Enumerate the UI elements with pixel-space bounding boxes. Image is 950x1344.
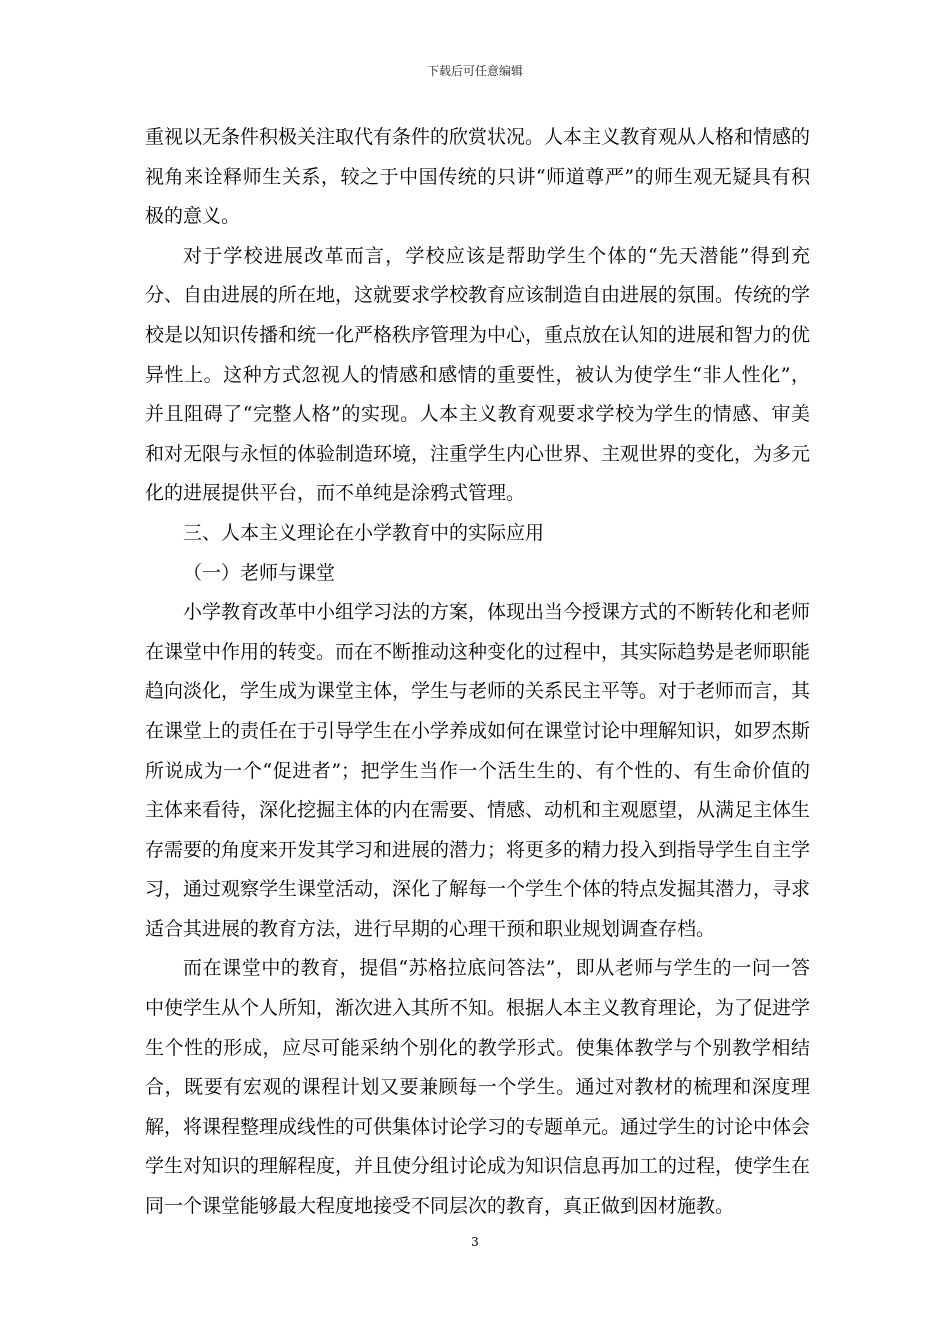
- paragraph-continued: 重视以无条件积极关注取代有条件的欣赏状况。人本主义教育观从人格和情感的视角来诠释师生关系，较之于中国传统的只讲“师道尊严”的师生观无疑具有积极的意义。: [145, 126, 811, 228]
- document-body: [145, 118, 810, 1227]
- paragraph-school-reform: 对于学校进展改革而言，学校应该是帮助学生个体的“先天潜能”得到充分、自由进展的所在地，这就要求学校教育应该制造自由进展的氛围。传统的学校是以知识传播和统一化严格秩序管理为中心，重点放在认知的进展和智力的优异性上。这种方式忽视人的情感和感情的重要性，被认为使学生“非人性化”，并且阻碍了“完整人格”的实现。人本主义教育观要求学校为学生的情感、审美和对无限与永恒的体验制造环境，注重学生内心世界、主观世界的变化，为多元化的进展提供平台，而不单纯是涂鸦式管理。: [145, 244, 811, 505]
- paragraph-teacher-classroom: 小学教育改革中小组学习法的方案，体现出当今授课方式的不断转化和老师在课堂中作用的转变。而在不断推动这种变化的过程中，其实际趋势是老师职能趋向淡化，学生成为课堂主体，学生与老师的关系民主平等。对于老师而言，其在课堂上的责任在于引导学生在小学养成如何在课堂讨论中理解知识，如罗杰斯所说成为一个“促进者”；把学生当作一个活生生的、有个性的、有生命价值的主体来看待，深化挖掘主体的内在需要、情感、动机和主观愿望，从满足主体生存需要的角度来开发其学习和进展的潜力；将更多的精力投入到指导学生自主学习，通过观察学生课堂活动，深化了解每一个学生个体的特点发掘其潜力，寻求适合其进展的教育方法，进行早期的心理干预和职业规划调查存档。: [145, 601, 811, 940]
- page-number: 3: [471, 1235, 479, 1249]
- subsection-heading: （一）老师与课堂: [183, 561, 336, 584]
- paragraph-classroom-education: 而在课堂中的教育，提倡“苏格拉底问答法”，即从老师与学生的一问一答中使学生从个人所知，渐次进入其所不知。根据人本主义教育理论，为了促进学生个性的形成，应尽可能采纳个别化的教学形式。使集体教学与个别教学相结合，既要有宏观的课程计划又要兼顾每一个学生。通过对教材的梳理和深度理解，将课程整理成线性的可供集体讨论学习的专题单元。通过学生的讨论中体会学生对知识的理解程度，并且使分组讨论成为知识信息再加工的过程，使学生在同一个课堂能够最大程度地接受不同层次的教育，真正做到因材施教。: [145, 957, 811, 1218]
- section-heading: 三、人本主义理论在小学教育中的实际应用: [183, 521, 545, 544]
- page-header: 下载后可任意编辑: [426, 64, 523, 78]
